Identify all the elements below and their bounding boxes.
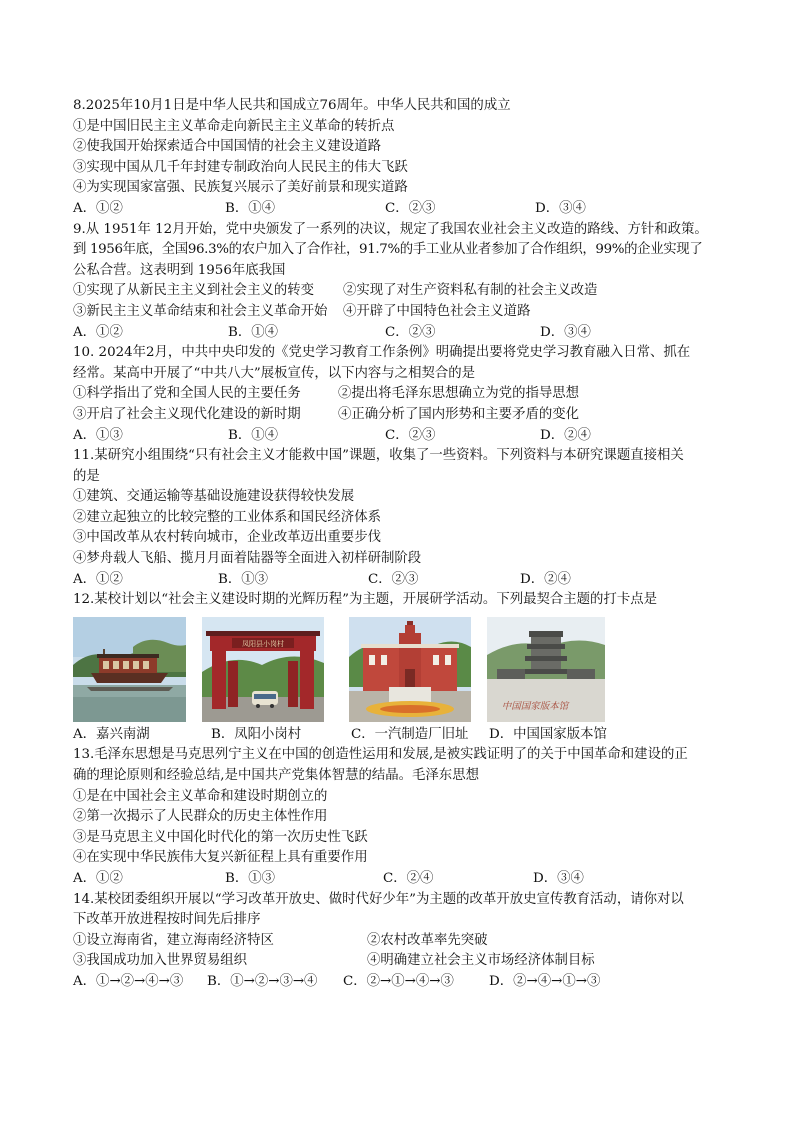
statement: ④为实现国家富强、民族复兴展示了美好前景和现实道路 xyxy=(73,180,408,196)
option-a[interactable]: A．①② xyxy=(73,200,123,216)
statement-row xyxy=(73,384,723,405)
answer-options xyxy=(73,199,723,220)
statement: ②建立起独立的比较完整的工业体系和国民经济体系 xyxy=(73,509,381,525)
option-c[interactable]: C．一汽制造厂旧址 xyxy=(351,726,469,742)
question-stem: 10. 2024年2月，中共中央印发的《党史学习教育工作条例》明确提出要将党史学习教育融入日常、抓在 xyxy=(73,345,691,361)
answer-options xyxy=(73,570,723,591)
option-b[interactable]: B．①③ xyxy=(225,871,276,886)
option-a[interactable]: A．嘉兴南湖 xyxy=(73,726,150,742)
option-b[interactable]: B．①→②→③→④ xyxy=(207,973,318,989)
option-c[interactable]: C．②→①→④→③ xyxy=(343,973,454,989)
statement: ②第一次揭示了人民群众的历史主体性作用 xyxy=(73,809,328,825)
question-13 xyxy=(73,745,723,889)
statement: ③我国成功加入世界贸易组织 xyxy=(73,953,248,969)
question-8 xyxy=(73,96,723,220)
statement-row xyxy=(73,302,723,323)
option-a[interactable]: A．①② xyxy=(73,324,123,340)
option-c[interactable]: C．②③ xyxy=(385,427,436,443)
statement: ④开辟了中国特色社会主义道路 xyxy=(343,303,531,319)
option-d[interactable]: D．②④ xyxy=(520,571,571,587)
question-stem: 公私合营。这表明到 1956年底我国 xyxy=(73,262,286,278)
statement-row xyxy=(73,951,723,972)
question-stem: 11.某研究小组围绕“只有社会主义才能救中国”课题，收集了一些资料。下列资料与本研究课题直接相关 xyxy=(73,448,684,464)
statement: ③新民主主义革命结束和社会主义革命开始 xyxy=(73,303,328,319)
option-a[interactable]: A．①② xyxy=(73,571,123,587)
option-d[interactable]: D．③④ xyxy=(535,200,586,216)
exam-page xyxy=(73,96,723,993)
option-b[interactable]: B．①④ xyxy=(228,324,279,340)
statement-row xyxy=(73,405,723,426)
statement: ①是中国旧民主主义革命走向新民主主义革命的转折点 xyxy=(73,118,395,134)
question-11 xyxy=(73,446,723,590)
statement: ①是在中国社会主义革命和建设时期创立的 xyxy=(73,788,328,804)
statement: ②农村改革率先突破 xyxy=(367,932,488,948)
answer-options xyxy=(73,869,723,890)
question-stem: 经常。某高中开展了“中共八大”展板宣传，以下内容与之相契合的是 xyxy=(73,365,476,381)
photo-faw-factory-site xyxy=(349,617,471,722)
question-stem: 12.某校计划以“社会主义建设时期的光辉历程”为主题，开展研学活动。下列最契合主题的打卡点是 xyxy=(73,592,657,608)
statement: ②实现了对生产资料私有制的社会主义改造 xyxy=(343,283,598,299)
question-9 xyxy=(73,220,723,344)
option-c[interactable]: C．②③ xyxy=(385,200,436,216)
statement: ③是马克思主义中国化时代化的第一次历史性飞跃 xyxy=(73,829,368,845)
photo-national-archives-of-publications xyxy=(487,617,605,722)
option-c[interactable]: C．②④ xyxy=(383,871,434,886)
option-a[interactable]: A．①② xyxy=(73,871,123,886)
option-b[interactable]: B．①④ xyxy=(228,427,279,443)
option-b[interactable]: B．①④ xyxy=(225,200,276,216)
statement: ①实现了从新民主主义到社会主义的转变 xyxy=(73,283,315,299)
option-b[interactable]: B．凤阳小岗村 xyxy=(211,726,302,742)
answer-options xyxy=(73,972,723,993)
stone-inscription: 中国国家版本馆 xyxy=(501,700,569,712)
statement: ④正确分析了国内形势和主要矛盾的变化 xyxy=(338,406,580,422)
question-14 xyxy=(73,890,723,993)
statement: ④明确建立社会主义市场经济体制目标 xyxy=(367,953,595,969)
question-stem: 9.从 1951年 12月开始，党中央颁发了一系列的决议，规定了我国农业社会主义改造的路线、方针和政策。 xyxy=(73,221,708,237)
photo-row xyxy=(73,617,723,725)
photo-jiaxing-south-lake xyxy=(73,617,186,722)
question-12 xyxy=(73,590,723,745)
statement: ①设立海南省，建立海南经济特区 xyxy=(73,932,274,948)
question-stem: 下改革开放进程按时间先后排序 xyxy=(73,912,261,928)
statement: ③开启了社会主义现代化建设的新时期 xyxy=(73,406,301,422)
question-stem: 到 1956年底，全国96.3%的农户加入了合作社，91.7%的手工业从业者参加了合作组织，99%的企业实现了 xyxy=(73,242,703,258)
statement: ④在实现中华民族伟大复兴新征程上具有重要作用 xyxy=(73,850,368,866)
statement: ④梦舟载人飞船、揽月月面着陆器等全面进入初样研制阶段 xyxy=(73,551,422,567)
option-d[interactable]: D．②④ xyxy=(540,427,591,443)
statement: ①建筑、交通运输等基础设施建设获得较快发展 xyxy=(73,489,355,505)
statement-row xyxy=(73,281,723,302)
statement-row xyxy=(73,931,723,952)
question-stem: 的是 xyxy=(73,468,100,484)
option-d[interactable]: D．③④ xyxy=(540,324,591,340)
option-d[interactable]: D．③④ xyxy=(533,871,584,886)
answer-options xyxy=(73,426,723,447)
statement: ③实现中国从几千年封建专制政治向人民民主的伟大飞跃 xyxy=(73,159,408,175)
photo-xiaogang-village xyxy=(202,617,324,722)
question-10 xyxy=(73,343,723,446)
question-stem: 8.2025年10月1日是中华人民共和国成立76周年。中华人民共和国的成立 xyxy=(73,98,511,113)
answer-options xyxy=(73,725,723,746)
answer-options xyxy=(73,323,723,344)
question-stem: 14.某校团委组织开展以“学习改革开放史、做时代好少年”为主题的改革开放史宣传教育活动，请你对以 xyxy=(73,891,684,907)
question-stem: 13.毛泽东思想是马克思列宁主义在中国的创造性运用和发展,是被实践证明了的关于中国革命和建设的正 xyxy=(73,747,688,763)
question-stem: 确的理论原则和经验总结,是中国共产党集体智慧的结晶。毛泽东思想 xyxy=(73,768,479,784)
option-d[interactable]: D．中国国家版本馆 xyxy=(489,726,607,742)
option-c[interactable]: C．②③ xyxy=(368,571,419,587)
option-a[interactable]: A．①→②→④→③ xyxy=(73,973,184,989)
statement: ③中国改革从农村转向城市，企业改革迈出重要步伐 xyxy=(73,530,381,546)
statement: ②提出将毛泽东思想确立为党的指导思想 xyxy=(338,386,580,402)
option-a[interactable]: A．①③ xyxy=(73,427,123,443)
option-d[interactable]: D．②→④→①→③ xyxy=(489,973,601,989)
arch-sign-text: 凤阳县小岗村 xyxy=(242,639,284,648)
option-b[interactable]: B．①③ xyxy=(218,571,269,587)
statement: ②使我国开始探索适合中国国情的社会主义建设道路 xyxy=(73,139,381,155)
option-c[interactable]: C．②③ xyxy=(385,324,436,340)
statement: ①科学指出了党和全国人民的主要任务 xyxy=(73,386,301,402)
